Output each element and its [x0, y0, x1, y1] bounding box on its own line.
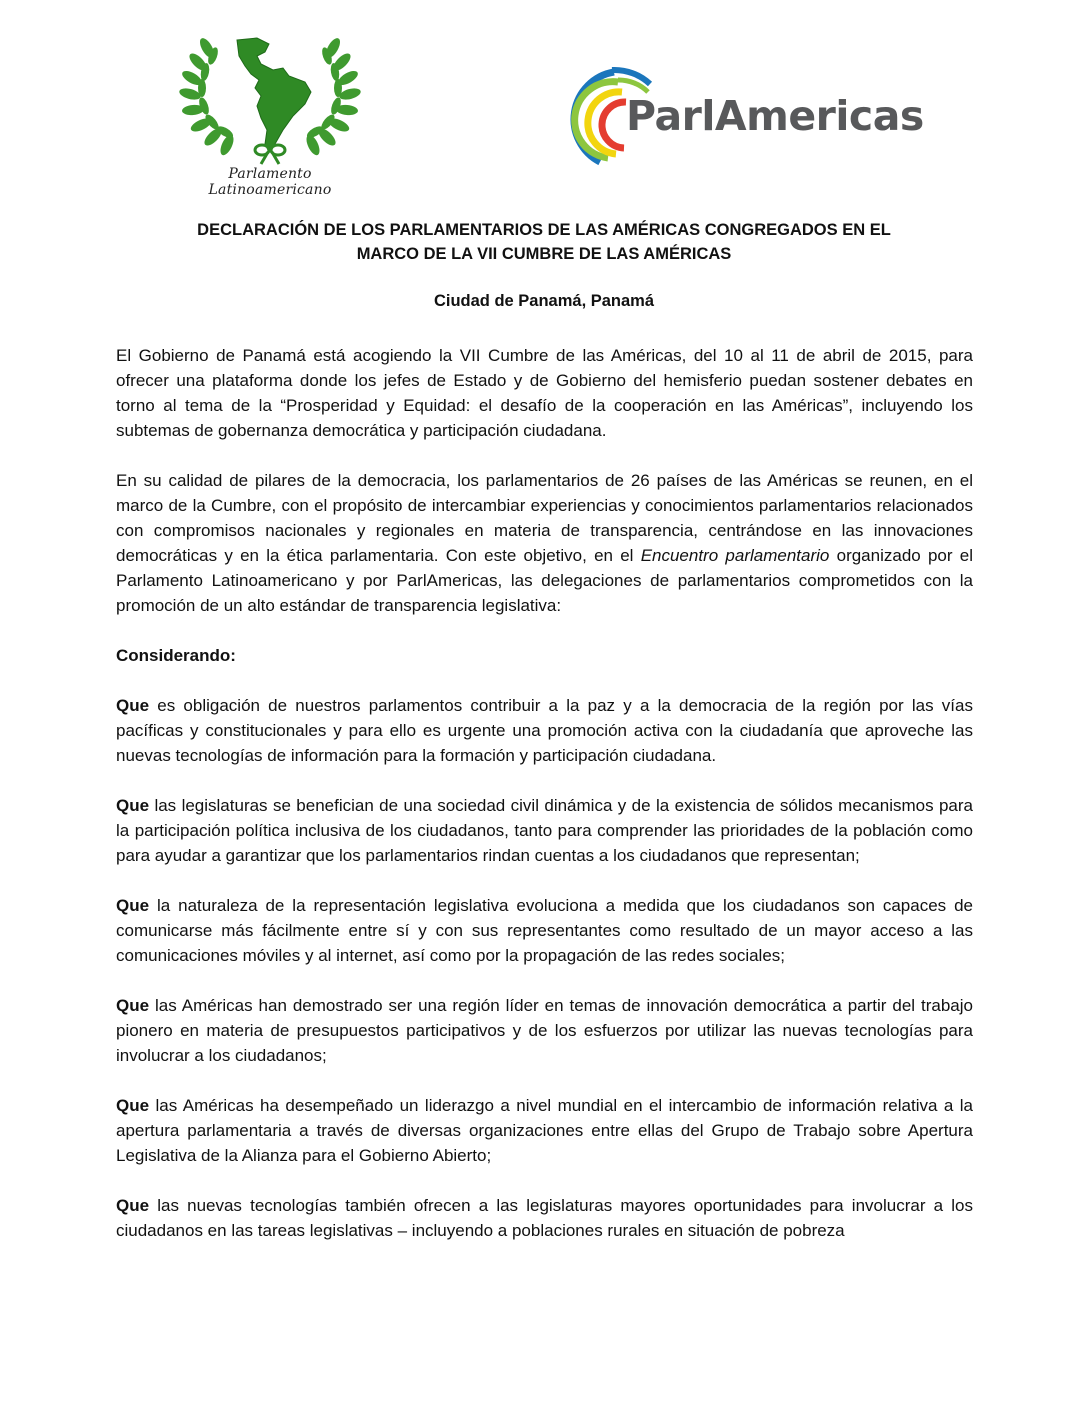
paragraph-context-text-2: organizado por el Parlamento Latinoamericano y por ParlAmericas, las delegaciones de parlamentarios comprometidos con la promoción de un alto estándar de transparencia legislativa: [116, 546, 974, 615]
clause-text: las legislaturas se benefician de una sociedad civil dinámica y de la existencia de sólidos mecanismos para la participación política inclusiva de los ciudadanos, tanto para comprender las prioridades de la población como para ayudar a garantizar que los parlamentarios rindan cuentas a los ciudadanos que representan; [116, 796, 973, 865]
clause-paragraph [116, 793, 973, 868]
clause-text: es obligación de nuestros parlamentos contribuir a la paz y a la democracia de la región por las vías pacíficas y constitucionales y para ello es urgente una promoción activa con la ciudadanía que aproveche las nuevas tecnologías de información para la formación y participación ciudadana. [116, 696, 973, 765]
document-body [116, 343, 973, 1268]
parlamericas-wordmark: ParlAmericas [626, 92, 924, 140]
considering-heading: Considerando: [116, 646, 236, 665]
clause-keyword: Que [116, 1096, 150, 1115]
clause-keyword: Que [116, 696, 150, 715]
laurel-map-emblem-icon [165, 26, 375, 166]
clause-paragraph [116, 1093, 973, 1168]
clause-text: las Américas ha desempeñado un liderazgo a nivel mundial en el intercambio de información relativa a la apertura parlamentaria a través de diversas organizaciones entre ellas del Grupo de Trabajo sobre Apertura Legislativa de la Alianza para el Gobierno Abierto; [116, 1096, 973, 1165]
parlatino-caption: Parlamento Latinoamericano [208, 166, 332, 198]
clause-keyword: Que [116, 996, 150, 1015]
clause-text: las nuevas tecnologías también ofrecen a las legislaturas mayores oportunidades para involucrar a los ciudadanos en las tareas legislativas – incluyendo a poblaciones rurales en situación de pobreza [116, 1196, 973, 1240]
clause-text: las Américas han demostrado ser una región líder en temas de innovación democrática a partir del trabajo pionero en materia de presupuestos participativos y de los esfuerzos por utilizar las nuevas tecnologías para involucrar a los ciudadanos; [116, 996, 973, 1065]
clause-paragraph [116, 693, 973, 768]
clause-keyword: Que [116, 796, 150, 815]
document-subtitle: Ciudad de Panamá, Panamá [433, 292, 655, 310]
clause-paragraph [116, 993, 973, 1068]
parlatino-logo [165, 26, 375, 198]
paragraph-intro: El Gobierno de Panamá está acogiendo la VII Cumbre de las Américas, del 10 al 11 de abril de 2015, para ofrecer una plataforma donde los jefes de Estado y de Gobierno del hemisferio puedan sostener debates en torno al tema de la “Prosperidad y Equidad: el desafío de la cooperación en las Américas”, incluyendo los subtemas de gobernanza democrática y participación ciudadana. [116, 346, 973, 440]
clause-keyword: Que [116, 896, 150, 915]
title-line-2: MARCO DE LA VII CUMBRE DE LAS AMÉRICAS [356, 245, 732, 263]
parlamericas-logo [552, 62, 932, 172]
clause-paragraph [116, 893, 973, 968]
title-line-1: DECLARACIÓN DE LOS PARLAMENTARIOS DE LAS AMÉRICAS CONGREGADOS EN EL [197, 221, 891, 239]
clause-keyword: Que [116, 1196, 150, 1215]
paragraph-context-italic: Encuentro parlamentario [640, 546, 830, 565]
paragraph-context [116, 468, 973, 618]
clause-paragraph [116, 1193, 973, 1243]
clause-text: la naturaleza de la representación legislativa evoluciona a medida que los ciudadanos son capaces de comunicarse más fácilmente entre sí y con sus representantes como resultado de un mayor acceso a las comunicaciones móviles y al internet, así como por la propagación de las redes sociales; [116, 896, 973, 965]
paragraph-context-text-1: En su calidad de pilares de la democracia, los parlamentarios de 26 países de las Américas se reunen, en el marco de la Cumbre, con el propósito de intercambiar experiencias y conocimientos parlamentarios relacionados con compromisos nacionales y regionales en materia de transparencia, centrándose en las innovaciones democráticas y en la ética parlamentaria. Con este objetivo, en el [116, 471, 973, 565]
document-title [116, 218, 972, 266]
